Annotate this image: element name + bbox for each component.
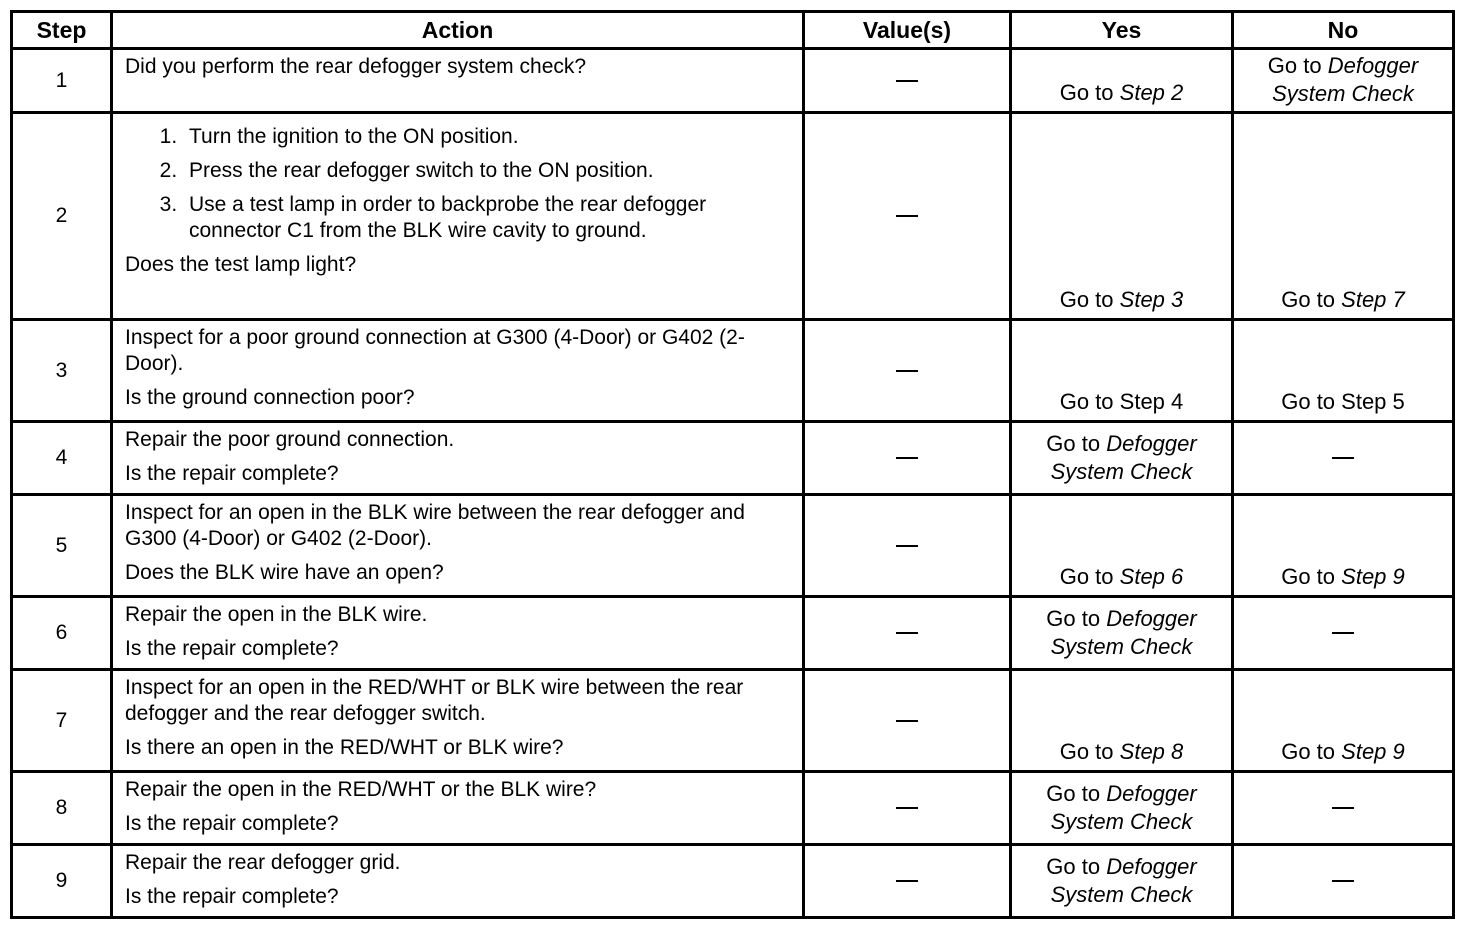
header-no: No [1233,12,1454,49]
header-action: Action [112,12,804,49]
yes-target: Defogger System Check [1050,606,1197,659]
table-row [12,49,1454,113]
action-text: Inspect for an open in the RED/WHT or BLK wire between the rear defogger and the rear defogger switch. [125,676,744,725]
action-cell [112,495,804,597]
value-cell [804,670,1011,772]
yes-prefix: Go to [1059,287,1114,312]
table-row [12,845,1454,918]
no-cell [1233,772,1454,845]
yes-prefix: Go to [1046,854,1101,879]
empty-value-dash [896,80,918,82]
header-row [12,12,1454,49]
value-cell [804,320,1011,422]
value-cell [804,49,1011,113]
action-text: Inspect for a poor ground connection at G300 (4-Door) or G402 (2-Door). [125,326,745,375]
action-question: Is the repair complete? [125,637,339,660]
no-target: Step 7 [1341,287,1405,312]
step-number: 3 [12,320,112,422]
yes-cell [1011,495,1233,597]
value-cell [804,422,1011,495]
action-cell [112,422,804,495]
empty-value-dash [896,370,918,372]
yes-prefix: Go to [1046,431,1101,456]
action-cell [112,845,804,918]
empty-value-dash [896,880,918,882]
yes-cell [1011,845,1233,918]
header-step: Step [12,12,112,49]
yes-cell [1011,772,1233,845]
empty-value-dash [1332,457,1354,459]
table-row [12,597,1454,670]
table-row [12,113,1454,320]
no-prefix: Go to [1267,53,1322,78]
action-text: Repair the open in the RED/WHT or the BLK wire? [125,778,597,801]
yes-target: Step 6 [1119,564,1184,589]
table-row [12,495,1454,597]
empty-value-dash [896,545,918,547]
yes-cell: Go to Step 4 [1011,320,1233,422]
empty-value-dash [1332,632,1354,634]
empty-value-dash [896,720,918,722]
yes-target: Step 2 [1119,80,1184,105]
yes-prefix: Go to [1046,781,1101,806]
table-row [12,772,1454,845]
table-row [12,320,1454,422]
action-question: Is the repair complete? [125,885,339,908]
yes-prefix: Go to [1046,606,1101,631]
no-cell [1233,670,1454,772]
empty-value-dash [1332,807,1354,809]
no-cell [1233,422,1454,495]
action-list-item: 3. Use a test lamp in order to backprobe the rear defogger connector C1 from the BLK wire cavity to ground. [183,192,790,244]
yes-cell [1011,670,1233,772]
step-number: 6 [12,597,112,670]
yes-prefix: Go to [1059,564,1114,589]
step-number: 7 [12,670,112,772]
step-number: 4 [12,422,112,495]
step-number: 1 [12,49,112,113]
yes-prefix: Go to [1059,80,1114,105]
action-cell [112,670,804,772]
value-cell [804,597,1011,670]
value-cell [804,495,1011,597]
action-question: Is the ground connection poor? [125,386,415,409]
empty-value-dash [896,215,918,217]
yes-target: Step 8 [1119,739,1184,764]
table-row [12,670,1454,772]
yes-cell [1011,49,1233,113]
action-question: Is there an open in the RED/WHT or BLK wire? [125,736,564,759]
empty-value-dash [896,457,918,459]
step-number: 5 [12,495,112,597]
diagnostic-table [10,10,1455,919]
yes-target: Defogger System Check [1050,431,1197,484]
yes-target: Defogger System Check [1050,854,1197,907]
empty-value-dash [896,632,918,634]
no-target: Step 9 [1341,739,1405,764]
action-list-item: 1. Turn the ignition to the ON position. [183,124,790,150]
action-list [125,124,790,244]
yes-target: Defogger System Check [1050,781,1197,834]
action-question: Does the test lamp light? [125,253,357,276]
action-cell [112,597,804,670]
value-cell [804,845,1011,918]
value-cell [804,772,1011,845]
action-question: Is the repair complete? [125,812,339,835]
action-cell [112,49,804,113]
header-values: Value(s) [804,12,1011,49]
action-list-item: 2. Press the rear defogger switch to the ON position. [183,158,790,184]
no-prefix: Go to [1281,564,1336,589]
action-question: Does the BLK wire have an open? [125,561,444,584]
yes-cell [1011,597,1233,670]
no-cell [1233,49,1454,113]
no-target: Step 9 [1341,564,1405,589]
action-cell [112,113,804,320]
no-target: Defogger System Check [1272,53,1419,106]
no-prefix: Go to [1281,287,1336,312]
empty-value-dash [1332,880,1354,882]
no-cell [1233,113,1454,320]
yes-cell [1011,113,1233,320]
table-row [12,422,1454,495]
action-text: Did you perform the rear defogger system check? [125,55,587,78]
no-cell [1233,495,1454,597]
yes-prefix: Go to [1059,739,1114,764]
action-cell [112,772,804,845]
no-cell [1233,845,1454,918]
action-text: Repair the rear defogger grid. [125,851,401,874]
action-question: Is the repair complete? [125,462,339,485]
value-cell [804,113,1011,320]
step-number: 2 [12,113,112,320]
action-cell [112,320,804,422]
step-number: 9 [12,845,112,918]
action-text: Repair the poor ground connection. [125,428,455,451]
header-yes: Yes [1011,12,1233,49]
yes-cell [1011,422,1233,495]
yes-target: Step 3 [1119,287,1184,312]
empty-value-dash [896,807,918,809]
action-text: Repair the open in the BLK wire. [125,603,428,626]
step-number: 8 [12,772,112,845]
no-prefix: Go to [1281,739,1336,764]
action-text: Inspect for an open in the BLK wire between the rear defogger and G300 (4-Door) or G402 (2-Door). [125,501,745,550]
no-cell [1233,597,1454,670]
no-cell: Go to Step 5 [1233,320,1454,422]
